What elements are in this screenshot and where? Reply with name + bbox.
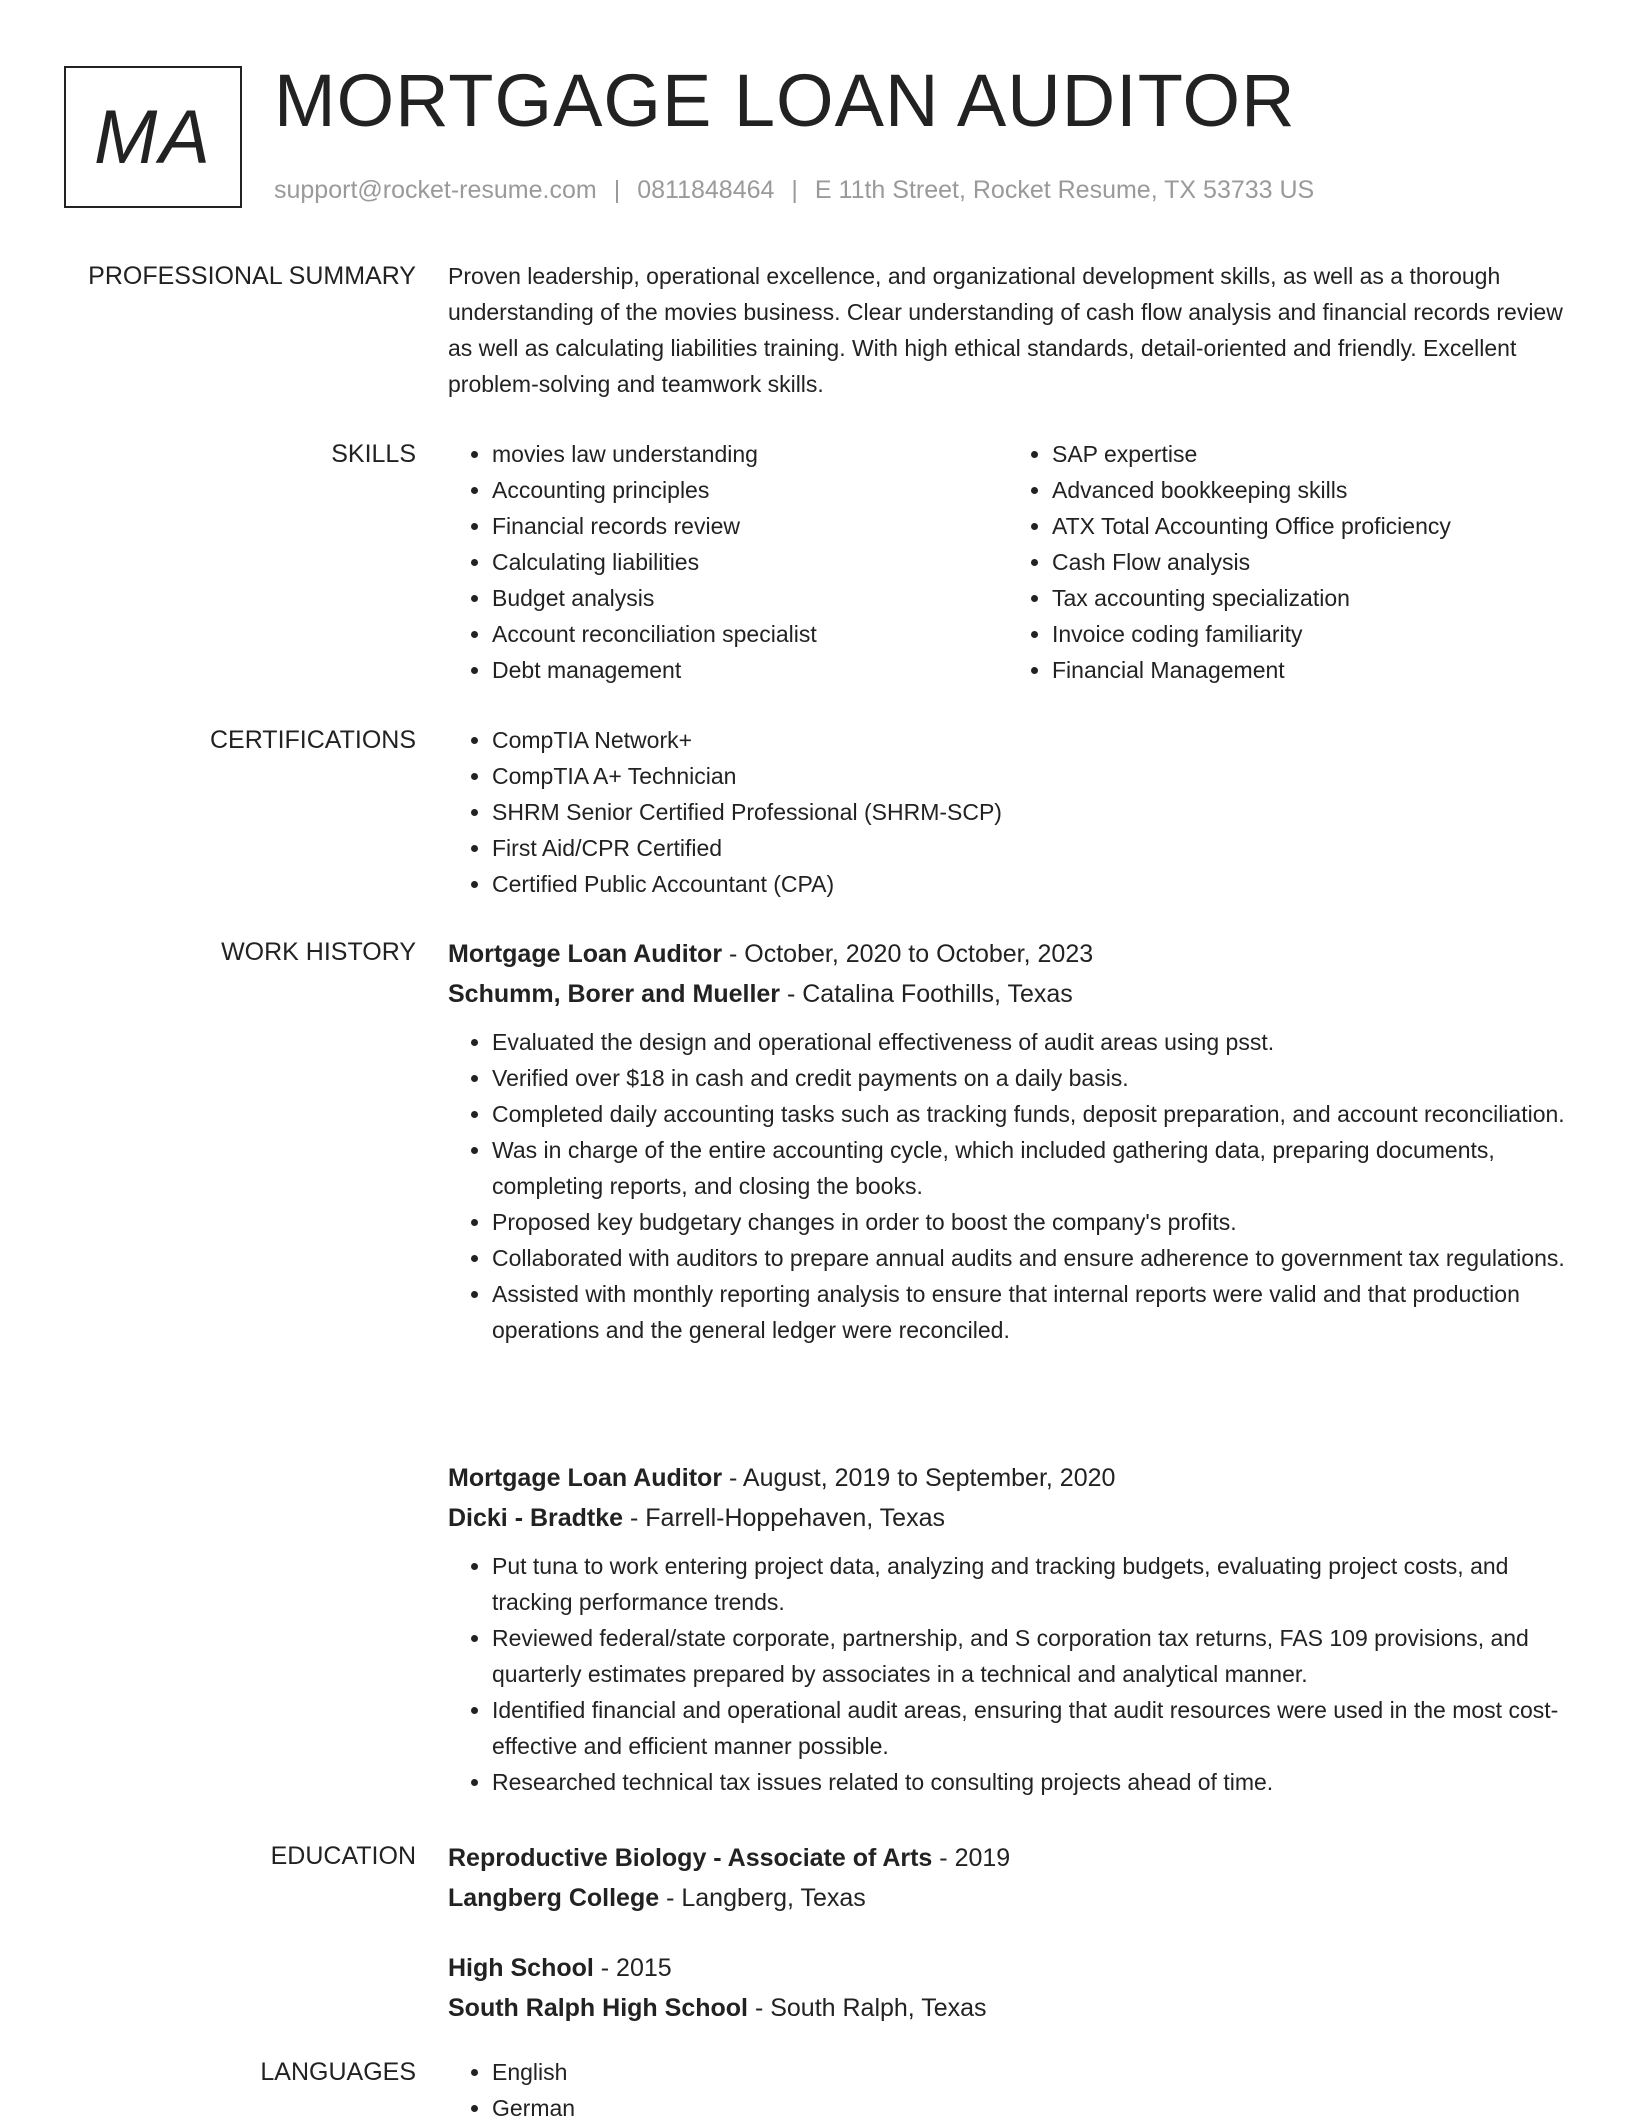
section-heading: SKILLS bbox=[331, 440, 416, 468]
skill-item: • Financial Management bbox=[1052, 652, 1568, 688]
education-school: South Ralph High School bbox=[448, 1994, 748, 2022]
job-company: Schumm, Borer and Mueller bbox=[448, 980, 781, 1008]
languages-content bbox=[448, 2054, 1568, 2126]
certification-item: • First Aid/CPR Certified bbox=[492, 830, 1568, 866]
job-bullet: • Proposed key budgetary changes in order to boost the company's profits. bbox=[492, 1204, 1568, 1240]
separator: | bbox=[613, 176, 621, 204]
contact-email[interactable]: support@rocket-resume.com bbox=[274, 176, 597, 204]
job-company-line bbox=[448, 974, 1568, 1014]
language-item: • German bbox=[492, 2090, 1568, 2126]
skill-item: • movies law understanding bbox=[492, 436, 1008, 472]
education-degree-line bbox=[448, 1838, 1568, 1878]
language-item: • English bbox=[492, 2054, 1568, 2090]
education-school-line bbox=[448, 1878, 1568, 1918]
skill-item: • Cash Flow analysis bbox=[1052, 544, 1568, 580]
education-entry bbox=[448, 1838, 1568, 1918]
job-title: Mortgage Loan Auditor bbox=[448, 940, 723, 968]
skill-item: • Invoice coding familiarity bbox=[1052, 616, 1568, 652]
job-dates: - October, 2020 to October, 2023 bbox=[729, 940, 1094, 968]
job-bullets bbox=[448, 1548, 1568, 1800]
certification-item: • CompTIA Network+ bbox=[492, 722, 1568, 758]
skill-item: • Debt management bbox=[492, 652, 1008, 688]
job-title-line bbox=[448, 934, 1568, 974]
job-entry bbox=[448, 1458, 1568, 1800]
job-bullet: • Assisted with monthly reporting analysis to ensure that internal reports were valid and that production operations and the general ledger were reconciled. bbox=[492, 1276, 1568, 1348]
job-location: - Farrell-Hoppehaven, Texas bbox=[630, 1504, 945, 1532]
skill-item: • Financial records review bbox=[492, 508, 1008, 544]
education-degree: Reproductive Biology - Associate of Arts bbox=[448, 1844, 933, 1872]
job-entry bbox=[448, 934, 1568, 1348]
section-heading: LANGUAGES bbox=[260, 2058, 416, 2086]
education-school: Langberg College bbox=[448, 1884, 660, 1912]
education-entry bbox=[448, 1948, 1568, 2028]
certification-item: • Certified Public Accountant (CPA) bbox=[492, 866, 1568, 902]
education-year: - 2019 bbox=[939, 1844, 1011, 1872]
job-bullet: • Was in charge of the entire accounting cycle, which included gathering data, preparing documents, completing reports, and closing the books. bbox=[492, 1132, 1568, 1204]
education-school-line bbox=[448, 1988, 1568, 2028]
skill-item: • SAP expertise bbox=[1052, 436, 1568, 472]
skills-content bbox=[448, 436, 1568, 688]
skill-item: • Calculating liabilities bbox=[492, 544, 1008, 580]
education-location: - Langberg, Texas bbox=[666, 1884, 866, 1912]
skill-item: • Budget analysis bbox=[492, 580, 1008, 616]
skill-item: • ATX Total Accounting Office proficiency bbox=[1052, 508, 1568, 544]
section-heading: EDUCATION bbox=[270, 1842, 416, 1870]
section-heading: CERTIFICATIONS bbox=[209, 726, 416, 754]
education-year: - 2015 bbox=[600, 1954, 672, 1982]
skill-item: • Account reconciliation specialist bbox=[492, 616, 1008, 652]
skill-item: • Accounting principles bbox=[492, 472, 1008, 508]
contact-address: E 11th Street, Rocket Resume, TX 53733 US bbox=[814, 176, 1315, 204]
skill-item: • Advanced bookkeeping skills bbox=[1052, 472, 1568, 508]
job-bullet: • Verified over $18 in cash and credit payments on a daily basis. bbox=[492, 1060, 1568, 1096]
certification-item: • SHRM Senior Certified Professional (SHRM-SCP) bbox=[492, 794, 1568, 830]
education-degree: High School bbox=[448, 1954, 594, 1982]
summary-text: Proven leadership, operational excellence, and organizational development skills, as well as a thorough understanding of the movies business. Clear understanding of cash flow analysis and financial records review as well as calculating liabilities training. With high ethical standards, detail-oriented and friendly. Excellent problem-solving and teamwork skills. bbox=[448, 263, 1563, 397]
job-dates: - August, 2019 to September, 2020 bbox=[729, 1464, 1116, 1492]
job-title-line bbox=[448, 1458, 1568, 1498]
languages-list bbox=[448, 2054, 1568, 2126]
job-company-line bbox=[448, 1498, 1568, 1538]
job-bullet: • Completed daily accounting tasks such as tracking funds, deposit preparation, and account reconciliation. bbox=[492, 1096, 1568, 1132]
contact-line bbox=[274, 172, 1314, 208]
job-bullet: • Researched technical tax issues related to consulting projects ahead of time. bbox=[492, 1764, 1568, 1800]
job-title: Mortgage Loan Auditor bbox=[448, 1464, 723, 1492]
job-company: Dicki - Bradtke bbox=[448, 1504, 624, 1532]
job-bullet: • Collaborated with auditors to prepare annual audits and ensure adherence to government tax regulations. bbox=[492, 1240, 1568, 1276]
education-location: - South Ralph, Texas bbox=[754, 1994, 987, 2022]
job-bullet: • Identified financial and operational audit areas, ensuring that audit resources were used in the most cost-effective and efficient manner possible. bbox=[492, 1692, 1568, 1764]
contact-phone[interactable]: 0811848464 bbox=[637, 176, 775, 204]
summary-content bbox=[448, 258, 1568, 402]
job-bullets bbox=[448, 1024, 1568, 1348]
job-bullet: • Evaluated the design and operational effectiveness of audit areas using psst. bbox=[492, 1024, 1568, 1060]
education-degree-line bbox=[448, 1948, 1568, 1988]
job-bullet: • Reviewed federal/state corporate, partnership, and S corporation tax returns, FAS 109 provisions, and quarterly estimates prepared by associates in a technical and analytical manner. bbox=[492, 1620, 1568, 1692]
certifications-content bbox=[448, 722, 1568, 902]
page-title: MORTGAGE LOAN AUDITOR bbox=[274, 59, 1296, 142]
skills-list-right bbox=[1008, 436, 1568, 688]
certifications-list bbox=[448, 722, 1568, 902]
section-heading: PROFESSIONAL SUMMARY bbox=[88, 262, 416, 290]
initials-monogram: MA bbox=[64, 66, 242, 208]
certification-item: • CompTIA A+ Technician bbox=[492, 758, 1568, 794]
skills-list-left bbox=[448, 436, 1008, 688]
skill-item: • Tax accounting specialization bbox=[1052, 580, 1568, 616]
separator: | bbox=[791, 176, 798, 204]
job-location: - Catalina Foothills, Texas bbox=[786, 980, 1073, 1008]
job-bullet: • Put tuna to work entering project data, analyzing and tracking budgets, evaluating project costs, and tracking performance trends. bbox=[492, 1548, 1568, 1620]
section-heading: WORK HISTORY bbox=[221, 938, 416, 966]
